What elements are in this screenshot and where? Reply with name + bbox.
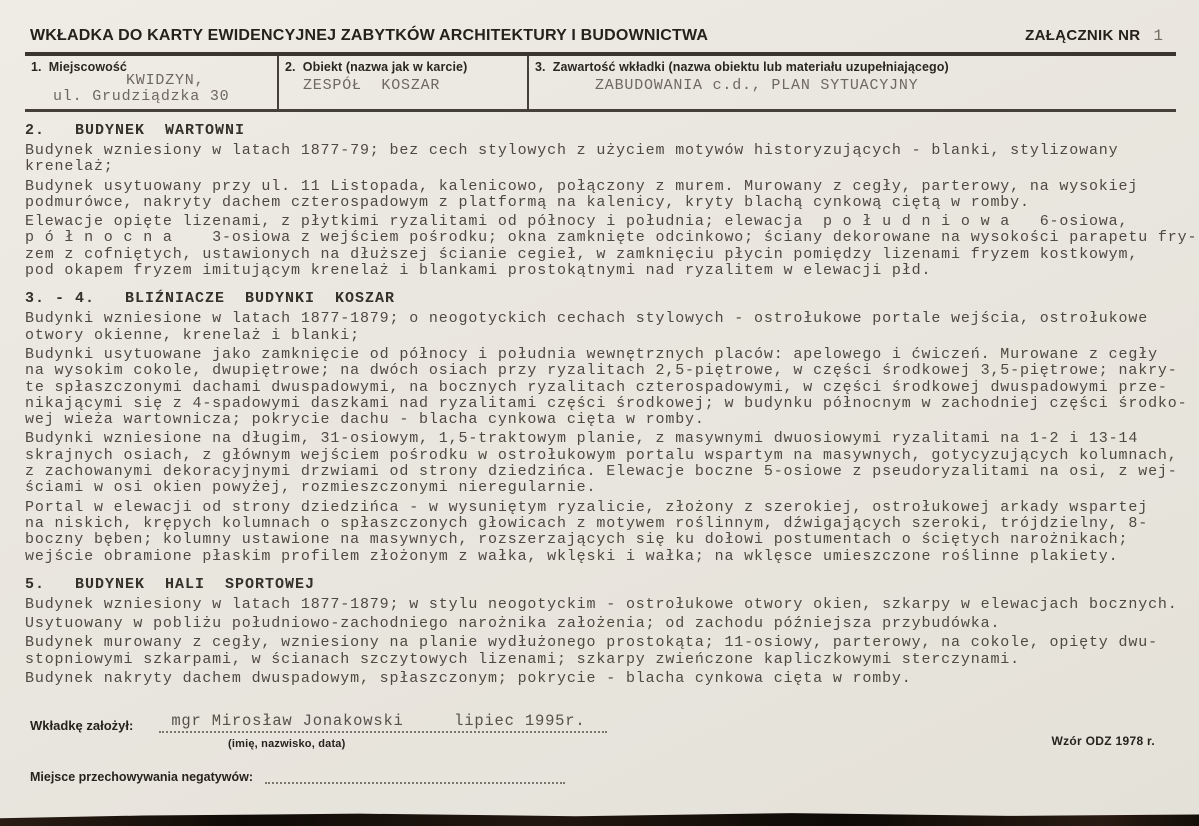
created-by-value: mgr Mirosław Jonakowski lipiec 1995r. (171, 712, 586, 731)
body-line: podmurówce, nakryty dachem czterospadowym z platformą na kalenicy, kryty blachą cynkową ciętą w romby. (25, 193, 1030, 211)
body-line: te spłaszczonymi dachami dwuspadowymi, na bocznych ryzalitach czterospadowymi, w części środkowej dwuspadowymi prze- (25, 378, 1168, 396)
body-line: ściami w osi okien powyżej, rozmieszczonymi nieregularnie. (25, 479, 597, 497)
body-line: na wysokim cokole, dwupiętrowe; na dwóch osiach przy ryzalitach 2,5-piętrowe, w części środkowej 3,5-piętrowe; nakry- (25, 362, 1178, 380)
section-heading: 2. BUDYNEK WARTOWNI (25, 122, 246, 139)
field-object-label: 2. Obiekt (nazwa jak w karcie) (285, 60, 468, 74)
attachment-label: ZAŁĄCZNIK NR (1025, 27, 1141, 44)
paragraph (25, 179, 1189, 212)
created-by-label: Wkładkę założył: (30, 718, 134, 734)
body-line: Budynki wzniesione na długim, 31-osiowym, 1,5-traktowym planie, z masywnymi dwuosiowymi ryzalitami na 1-2 i 13-14 (25, 430, 1139, 448)
negatives-blank-line (265, 769, 565, 784)
body-line: boczny bęben; kolumny ustawione na masywnych, rozszerzających się ku dołowi postumentach o ściętych narożnikach; (25, 531, 1129, 549)
created-by-signature-line (159, 712, 607, 733)
section-heading: 3. - 4. BLIŹNIACZE BUDYNKI KOSZAR (25, 290, 396, 308)
body-line: p ó ł n o c n a 3-osiowa z wejściem pośrodku; okna zamknięte odcinkowo; ściany dekorowane na wysokości parapetu fry- (25, 229, 1198, 247)
document-footer (0, 698, 1199, 784)
paragraph (25, 311, 1189, 344)
field-content-label: 3. Zawartość wkładki (nazwa obiektu lub materiału uzupełniającego) (535, 60, 949, 74)
body-line: z zachowanymi dekoracyjnymi drzwiami od strony dziedzińca. Elewacje boczne 5-osiowe z pseudoryzalitami na osi, z wej- (25, 463, 1178, 481)
page-title: WKŁADKA DO KARTY EWIDENCYJNEJ ZABYTKÓW ARCHITEKTURY I BUDOWNICTWA (30, 27, 709, 44)
field-locality-value-town: KWIDZYN, (126, 72, 205, 89)
body-line: Budynek wzniesiony w latach 1877-79; bez cech stylowych z użyciem motywów historyzujących - blanki, stylizowany (25, 142, 1119, 159)
negatives-row (30, 769, 1174, 784)
field-locality-value-street: ul. Grudziądzka 30 (53, 88, 230, 105)
body-line: na niskich, krępych kolumnach o spłaszczonych głowicach z motywem roślinnym, dźwigających szeroki, trójdzielny, 8- (25, 514, 1149, 532)
paragraph (25, 597, 1189, 613)
created-by-hint: (imię, nazwisko, data) (228, 738, 346, 751)
paragraph (25, 616, 1189, 632)
body-line: Budynek wzniesiony w latach 1877-1879; w stylu neogotyckim - ostrołukowe otwory okien, szkarpy w elewacjach bocznych. (25, 595, 1178, 613)
template-note: Wzór ODZ 1978 r. (1051, 734, 1155, 749)
section-heading: 5. BUDYNEK HALI SPORTOWEJ (25, 575, 316, 593)
body-line: zem z cofniętych, ustawionych na dłuższej ścianie cegieł, w zamknięciu płycin pomiędzy lizenami fryzem kostkowym, (25, 245, 1139, 263)
paragraph (25, 143, 1189, 176)
section (25, 576, 1189, 687)
body-line: stopniowymi szkarpami, w ścianach szczytowych lizenami; szkarpy zwieńczone kapliczkowymi sterczynami. (25, 650, 1020, 668)
field-object-value: ZESPÓŁ KOSZAR (303, 77, 441, 94)
paragraph (25, 347, 1189, 428)
field-locality-label: 1. Miejscowość (31, 60, 127, 74)
paragraph (25, 671, 1189, 687)
body-line: krenelaż; (25, 158, 114, 176)
body-line: wejście obramione płaskim profilem złożonym z wałka, wklęski i wałka; na wklęsce umieszczone roślinne plakiety. (25, 547, 1119, 565)
body-line: wej wieża wartownicza; pokrycie dachu - blacha cynkowa cięta w romby. (25, 411, 705, 429)
paragraph (25, 500, 1189, 565)
field-object (277, 56, 527, 109)
attachment-header (1025, 27, 1163, 45)
body-line: Budynki wzniesione w latach 1877-1879; o neogotyckich cechach stylowych - ostrołukowe portale wejścia, ostrołukowe (25, 310, 1149, 328)
attachment-number: 1 (1153, 27, 1163, 45)
scan-bottom-edge (0, 812, 1199, 826)
created-by-row (30, 712, 1174, 733)
section (25, 290, 1189, 564)
body-line: Budynki usytuowane jako zamknięcie od północy i południa wewnętrznych placów: apelowego i ćwiczeń. Murowane z cegły (25, 345, 1158, 363)
document-body (0, 112, 1199, 687)
form-fields-table (25, 52, 1176, 112)
paragraph (25, 431, 1189, 496)
body-line: skrajnych osiach, z głównym wejściem pośrodku w ostrołukowym portalu wspartym na masywnych, gotycyzujących kolumnach, (25, 446, 1178, 464)
body-line: pod okapem fryzem imitującym krenelaż i blankami prostokątnymi nad ryzalitem w elewacji płd. (25, 262, 932, 280)
negatives-label: Miejsce przechowywania negatywów: (30, 770, 253, 785)
body-line: Portal w elewacji od strony dziedzińca - w wysuniętym ryzalicie, złożony z szerokiej, ostrołukowej arkady wspartej (25, 498, 1149, 516)
section (25, 122, 1198, 280)
field-content (527, 56, 1176, 109)
document-header (0, 0, 1199, 45)
body-line: Budynek murowany z cegły, wzniesiony na planie wydłużonego prostokąta; 11-osiowy, parterowy, na cokole, opięty dwu- (25, 634, 1158, 652)
field-locality (25, 56, 277, 109)
paragraph (25, 635, 1189, 668)
body-line: Usytuowany w pobliżu południowo-zachodniego narożnika założenia; od zachodu późniejsza przybudówka. (25, 615, 1001, 633)
paragraph (25, 213, 1198, 280)
body-line: Elewacje opięte lizenami, z płytkimi ryzalitami od północy i południa; elewacja p o ł u d n i o w a 6-osiowa, (25, 213, 1129, 231)
body-line: Budynek usytuowany przy ul. 11 Listopada, kalenicowo, połączony z murem. Murowany z cegły, parterowy, na wysokiej (25, 177, 1139, 195)
body-line: Budynek nakryty dachem dwuspadowym, spłaszczonym; pokrycie - blacha cynkowa cięta w romby. (25, 670, 912, 688)
body-line: nikającymi się z 4-spadowymi daszkami nad ryzalitami części środkowej; w budynku północnym w zachodniej części środko- (25, 394, 1188, 412)
field-content-value: ZABUDOWANIA c.d., PLAN SYTUACYJNY (595, 77, 919, 94)
body-line: otwory okienne, krenelaż i blanki; (25, 326, 360, 344)
